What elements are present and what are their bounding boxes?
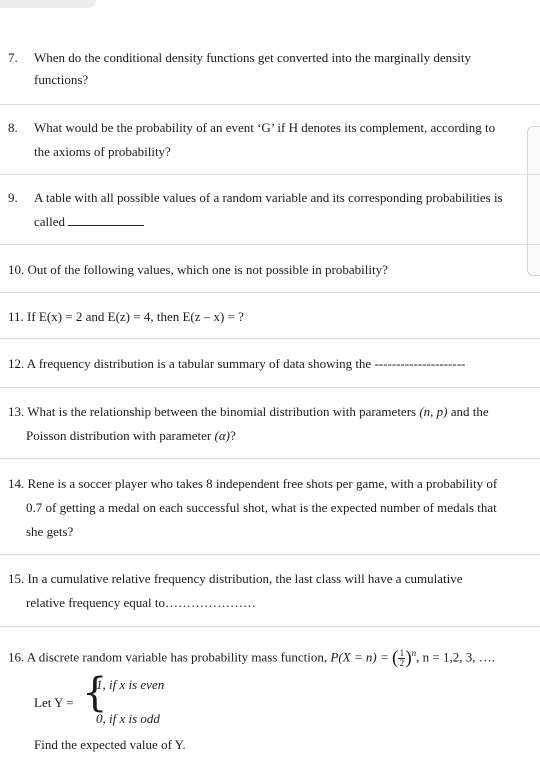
exponent: n xyxy=(411,648,417,658)
divider xyxy=(0,387,540,388)
question-text-line: the axioms of probability? xyxy=(34,144,171,159)
question-text-line: 15. In a cumulative relative frequency distribution, the last class will have a cumulative xyxy=(8,571,463,586)
divider xyxy=(0,458,540,459)
case-brace: { xyxy=(82,670,108,716)
text-segment: 16. A discrete random variable has probability mass function, xyxy=(8,649,331,665)
divider xyxy=(0,626,540,627)
question-text-line xyxy=(34,214,144,230)
divider xyxy=(0,292,540,293)
question-number: 7. xyxy=(8,50,18,65)
divider xyxy=(0,174,540,175)
question-number: 9. xyxy=(8,190,18,205)
question-text-line: she gets? xyxy=(26,524,74,539)
text-segment: and the xyxy=(447,404,489,419)
top-scroll-mark xyxy=(0,0,96,8)
right-scroll-tab[interactable] xyxy=(527,126,540,276)
question-text-line: 10. Out of the following values, which one is not possible in probability? xyxy=(8,262,388,277)
question-text-line: functions? xyxy=(34,72,89,87)
question-text-line: What would be the probability of an event ‘G’ if H denotes its complement, according to xyxy=(34,120,496,135)
question-text-line: 11. If E(x) = 2 and E(z) = 4, then E(z – x) = ? xyxy=(8,309,244,324)
question-text-line xyxy=(8,404,489,420)
divider xyxy=(0,104,540,105)
open-paren: ( xyxy=(392,647,399,669)
divider xyxy=(0,554,540,555)
divider xyxy=(0,338,540,339)
question-text-line: relative frequency equal to………………… xyxy=(26,595,256,610)
answer-blank xyxy=(68,224,144,226)
question-text-line: Find the expected value of Y. xyxy=(34,737,186,752)
let-y-label: Let Y = xyxy=(34,695,74,710)
question-text-line xyxy=(8,645,495,668)
case-even: 1, if x is even xyxy=(96,677,165,692)
fraction-numerator: 1 xyxy=(399,647,405,658)
close-paren: ) xyxy=(405,647,412,669)
question-text-line: 0.7 of getting a medal on each successful shot, what is the expected number of medals that xyxy=(26,500,497,515)
question-text-line: 14. Rene is a soccer player who takes 8 independent free shots per game, with a probability of xyxy=(8,476,498,491)
called-text: called xyxy=(34,214,66,229)
case-odd: 0, if x is odd xyxy=(96,711,160,726)
text-segment: , n = 1,2, 3, …. xyxy=(416,649,495,665)
math-params: (n, p) xyxy=(419,404,448,419)
question-text-line: A table with all possible values of a random variable and its corresponding probabilities is xyxy=(34,190,503,205)
pmf-expression: P(X = n) = xyxy=(330,649,392,665)
text-segment: 13. What is the relationship between the binomial distribution with parameters xyxy=(8,404,420,419)
text-segment: ? xyxy=(229,428,236,443)
math-params: (α) xyxy=(214,428,230,443)
question-text-line xyxy=(26,428,236,444)
divider xyxy=(0,244,540,245)
question-text-line: When do the conditional density functions get converted into the marginally density xyxy=(34,50,471,65)
fraction-denominator: 2 xyxy=(399,657,405,668)
question-text-line: 12. A frequency distribution is a tabular summary of data showing the --------------------- xyxy=(8,356,466,371)
question-number: 8. xyxy=(8,120,18,135)
text-segment: Poisson distribution with parameter xyxy=(26,428,215,443)
